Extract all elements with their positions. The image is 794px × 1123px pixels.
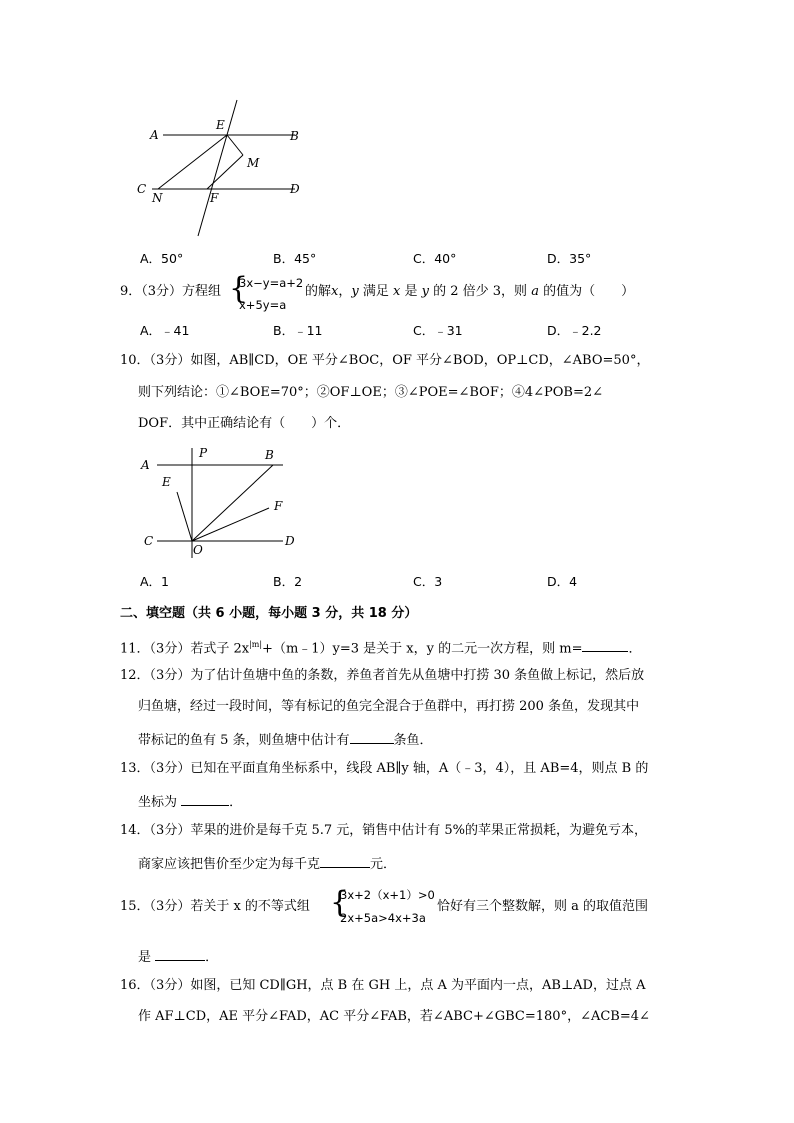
q9-tail-pre: 的解 <box>305 284 332 299</box>
q15-line2 <box>138 946 218 967</box>
q9-var-y2: y <box>421 284 429 299</box>
label-e: E <box>162 475 171 489</box>
ray-ob <box>192 465 273 541</box>
q9-tail <box>305 283 634 301</box>
label-f: F <box>274 499 283 513</box>
q9-eq1: 3x−y=a+2 <box>239 276 304 290</box>
q9-end: 的值为（ ） <box>538 284 635 299</box>
q12-line2: 归鱼塘，经过一段时间，等有标记的鱼完全混合于鱼群中，再打捞 200 条鱼，发现其中 <box>138 699 640 714</box>
label-b: B <box>265 448 274 462</box>
q15-eq1: 3x+2（x+1）>0 <box>340 888 435 902</box>
q9-var-x: x <box>331 284 339 299</box>
q16-line1: 16．（3分）如图，已知 CD∥GH，点 B 在 GH 上，点 A 为平面内一点，AB⊥AD，过点 A <box>120 978 646 993</box>
q11-end: ． <box>628 641 642 657</box>
q14-line2-post: 元． <box>370 857 397 872</box>
q11 <box>120 636 642 658</box>
q12-line1: 12．（3分）为了估计鱼塘中鱼的条数，养鱼者首先从鱼塘中打捞 30 条鱼做上标记，然后放 <box>120 668 645 683</box>
q10-line1: 10．（3分）如图，AB∥CD，OE 平分∠BOC，OF 平分∠BOD，OP⊥CD，∠ABO=50°， <box>120 353 650 368</box>
q9-comma: ， <box>338 284 352 299</box>
q12-line3 <box>138 729 433 750</box>
q15-blank[interactable] <box>155 946 205 961</box>
label-p: P <box>199 446 208 460</box>
ray-oe <box>177 492 192 541</box>
q9-stem <box>120 283 221 301</box>
q13-line1: 13．（3分）已知在平面直角坐标系中，线段 AB∥y 轴，A（﹣3，4），且 AB=4，则点 B 的 <box>120 761 649 776</box>
q12-blank[interactable] <box>350 729 394 744</box>
label-f: F <box>210 191 219 205</box>
q15-pre: 15．（3分）若关于 x 的不等式组 <box>120 899 310 914</box>
q11-post: +（m﹣1）y=3 是关于 x，y 的二元一次方程，则 m= <box>262 641 583 657</box>
q9-mid1: 满足 <box>358 284 393 299</box>
q13-line2-pre: 坐标为 <box>138 795 182 810</box>
q9-var-a: a <box>531 284 539 299</box>
q9-eq2: x+5y=a <box>239 298 287 312</box>
section-heading: 二、填空题（共 6 小题，每小题 3 分，共 18 分） <box>120 606 418 621</box>
q16-line2: 作 AF⊥CD，AE 平分∠FAD，AC 平分∠FAB，若∠ABC+∠GBC=180°，∠ACB=4∠ <box>138 1009 650 1024</box>
label-n: N <box>152 191 163 205</box>
q10-option-d: D．4 <box>547 574 578 589</box>
q9-option-d: D．﹣2.2 <box>547 323 602 338</box>
q14-line2 <box>138 853 396 874</box>
figure-q8 <box>130 95 330 245</box>
label-o: O <box>193 543 203 557</box>
q15-brace: { <box>330 885 350 920</box>
ray-of <box>192 508 269 541</box>
q10-option-b: B．2 <box>273 574 303 589</box>
q14-line1: 14．（3分）苹果的进价是每千克 5.7 元，销售中估计有 5%的苹果正常损耗，为避免亏本， <box>120 823 648 838</box>
q13-blank[interactable] <box>181 791 229 806</box>
q15-line2-post: ． <box>205 950 219 965</box>
q12-line3-post: 条鱼． <box>393 733 433 748</box>
q11-exponent: |m| <box>249 640 263 649</box>
segment-em <box>227 135 243 155</box>
q15-eq2: 2x+5a>4x+3a <box>340 911 426 925</box>
q15-post: 恰好有三个整数解，则 a 的取值范围 <box>437 899 649 914</box>
q8-option-d: D．35° <box>547 251 592 266</box>
q9-option-a: A．﹣41 <box>140 323 190 338</box>
q10-option-a: A．1 <box>140 574 170 589</box>
label-c: C <box>137 182 147 196</box>
q10-line3: DOF．其中正确结论有（ ）个． <box>138 416 351 431</box>
label-d: D <box>290 182 300 196</box>
q9-brace: { <box>229 271 249 306</box>
segment-en <box>158 135 227 189</box>
q9-option-b: B．﹣11 <box>273 323 323 338</box>
q13-line2-post: ． <box>229 795 243 810</box>
label-a: A <box>150 128 159 142</box>
label-b: B <box>290 129 299 143</box>
q9-var-x2: x <box>393 284 401 299</box>
q8-option-b: B．45° <box>273 251 317 266</box>
q11-pre: 11．（3分）若式子 2x <box>120 641 250 657</box>
q10-line2: 则下列结论：①∠BOE=70°；②OF⊥OE；③∠POE=∠BOF；④4∠POB=2∠ <box>138 385 604 400</box>
q8-option-a: A．50° <box>140 251 184 266</box>
q9-option-c: C．﹣31 <box>413 323 463 338</box>
label-e: E <box>216 118 225 132</box>
q15-line2-pre: 是 <box>138 950 156 965</box>
q9-mid3: 的 2 倍少 3，则 <box>428 284 532 299</box>
q11-blank[interactable] <box>582 637 628 652</box>
q14-line2-pre: 商家应该把售价至少定为每千克 <box>138 857 321 872</box>
q8-option-c: C．40° <box>413 251 457 266</box>
q12-line3-pre: 带标记的鱼有 5 条，则鱼塘中估计有 <box>138 733 350 748</box>
q9-var-y: y <box>351 284 359 299</box>
q10-option-c: C．3 <box>413 574 443 589</box>
q14-blank[interactable] <box>320 853 370 868</box>
figure-q10 <box>135 440 305 565</box>
q13-line2 <box>138 791 242 812</box>
label-m: M <box>247 156 260 170</box>
label-a: A <box>141 458 150 472</box>
q9-number: 9．（3分）方程组 <box>120 284 222 299</box>
label-d: D <box>285 534 295 548</box>
label-c: C <box>144 534 154 548</box>
q9-mid2: 是 <box>400 284 422 299</box>
segment-mf <box>207 155 243 189</box>
